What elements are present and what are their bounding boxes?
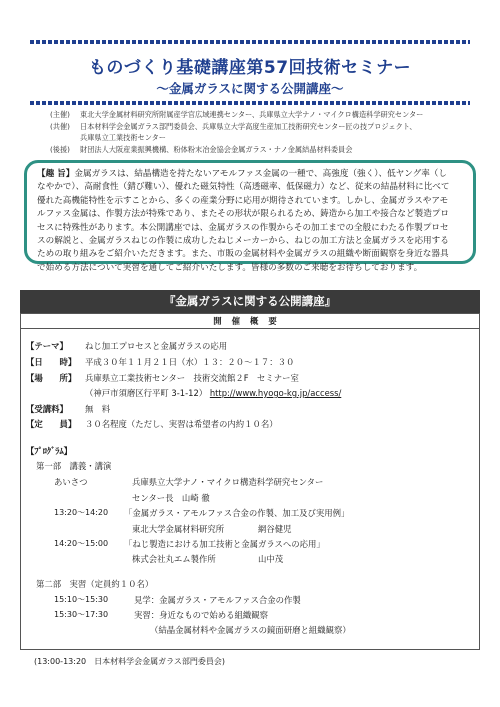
summary-line: なやかで）、高耐食性（錆び難い）、優れた磁気特性（高透磁率、低保磁力）など、従来の結晶材料に比べて (37, 182, 450, 193)
top-dotted-rule (30, 40, 470, 44)
summary-line: 【趣 旨】金属ガラスは、結晶構造を持たないアモルファス金属の一種で、高強度（強く）、低ヤング率（し (37, 169, 447, 179)
venue-address-line (85, 387, 341, 399)
talk2-affiliation: 株式会社丸エム製作所 (132, 554, 216, 564)
talk1-affiliation: 東北大学金属材料研究所 (132, 524, 225, 534)
talk2-time: 14:20～15:00 (54, 539, 109, 548)
program-header: 【ﾌﾟﾛｸﾞﾗﾑ】 (26, 446, 73, 456)
theme-value: ねじ加工プロセスと金属ガラスの応用 (85, 341, 228, 351)
session1-time: 15:10～15:30 (54, 595, 109, 604)
summary-line: 優れた高機能特性を示すことから、多くの産業分野に応用が期待されています。しかし、金属ガラスやアモ (37, 195, 449, 206)
capacity-value: ３０名程度（ただし、実習は希望者の内約１０名） (85, 419, 278, 429)
theme-label: 【テーマ】 (26, 341, 68, 351)
fee-label: 【受講料】 (26, 404, 68, 414)
organizer-row: (共催) 日本材料学会金属ガラス部門委員会、兵庫県立大学高度生産加工技術研究センター匠の技プロジェクト、 (50, 121, 417, 131)
date-label: 【日 時】 (26, 357, 77, 367)
summary-box (24, 160, 476, 273)
organizer-row: (後援) 財団法人大阪産業振興機構、粉体粉末冶金協会金属ガラス・ナノ金属結晶材料委員会 (50, 144, 353, 154)
footer-note: (13:00-13:20 日本材料学会金属ガラス部門委員会) (34, 657, 225, 666)
talk2-speaker: 山中茂 (258, 554, 284, 564)
session2-note: （結晶金属材料や金属ガラスの鏡面研磨と組織観察） (150, 625, 351, 635)
greeting-affiliation: 兵庫県立大学ナノ・マイクロ構造科学研究センター (132, 477, 324, 487)
overview-header: 開催概要 (20, 313, 480, 329)
summary-line: ための取り組みをご紹介いただきます。また、市販の金属材料や金属ガラスの組織や断面観察を身近な器具 (37, 249, 449, 260)
page-title: ものづくり基礎講座第57回技術セミナー (88, 58, 412, 78)
bottom-dotted-rule (30, 101, 470, 105)
part2-heading: 第二部 実習（定員約１０名） (36, 579, 154, 589)
organizers-block (50, 109, 480, 155)
summary-label: 【趣 旨】 (37, 169, 75, 179)
session2-time: 15:30～17:30 (54, 610, 109, 619)
event-banner: 『金属ガラスに関する公開講座』 (20, 290, 480, 313)
summary-line: で始める方法について実習を通してご紹介いたします。皆様の多数のご来聴をお待ちしております。 (37, 262, 423, 273)
talk2-title: 「ねじ製造における加工技術と金属ガラスへの応用」 (124, 539, 325, 549)
talk1-title: 「金属ガラス・アモルファス合金の作製、加工及び実用例」 (124, 508, 350, 518)
greeting-speaker: センター長 山崎 徹 (132, 493, 210, 503)
page-subtitle: ～金属ガラスに関する公開講座～ (156, 81, 344, 96)
summary-line: スの解説と、金属ガラスねじの作製に成功したねじメーカーから、ねじの加工方法と金属ガラスを応用する (37, 236, 449, 247)
summary-line: セスに特殊性があります。本公開講座では、金属ガラスの作製からその加工までの全般にわたる作製プロセ (37, 222, 449, 233)
part1-heading: 第一部 講義・講演 (36, 461, 112, 471)
venue-access-link[interactable]: http://www.hyogo-kg.jp/access/ (209, 388, 342, 398)
date-value: 平成３０年１１月２１日（水）１３：２０～１７：３０ (85, 357, 295, 367)
organizer-row: 兵庫県立工業技術センター (80, 133, 166, 142)
summary-line: ルファス金属は、作製方法が特殊であり、またその形状が限られるため、鋳造から加工や接合など製造プロ (37, 209, 449, 220)
venue-address: （神戸市須磨区行平町 3-1-12） (85, 388, 208, 398)
organizer-row: (主催) 東北大学金属材料研究所附属産学官広域連携センター、兵庫県立大学ナノ・マイクロ構造科学研究センター (50, 110, 424, 119)
venue-value: 兵庫県立工業技術センター 技術交流館２F セミナー室 (85, 373, 299, 383)
capacity-label: 【定 員】 (26, 419, 77, 429)
session2-title: 実習：身近なもので始める組織観察 (134, 610, 268, 620)
talk1-time: 13:20～14:20 (54, 508, 109, 517)
talk1-speaker: 網谷健児 (258, 524, 292, 534)
fee-value: 無 料 (85, 404, 111, 414)
venue-label: 【場 所】 (26, 373, 77, 383)
greeting-label: あいさつ (54, 477, 88, 487)
session1-title: 見学：金属ガラス・アモルファス合金の作製 (134, 595, 301, 605)
